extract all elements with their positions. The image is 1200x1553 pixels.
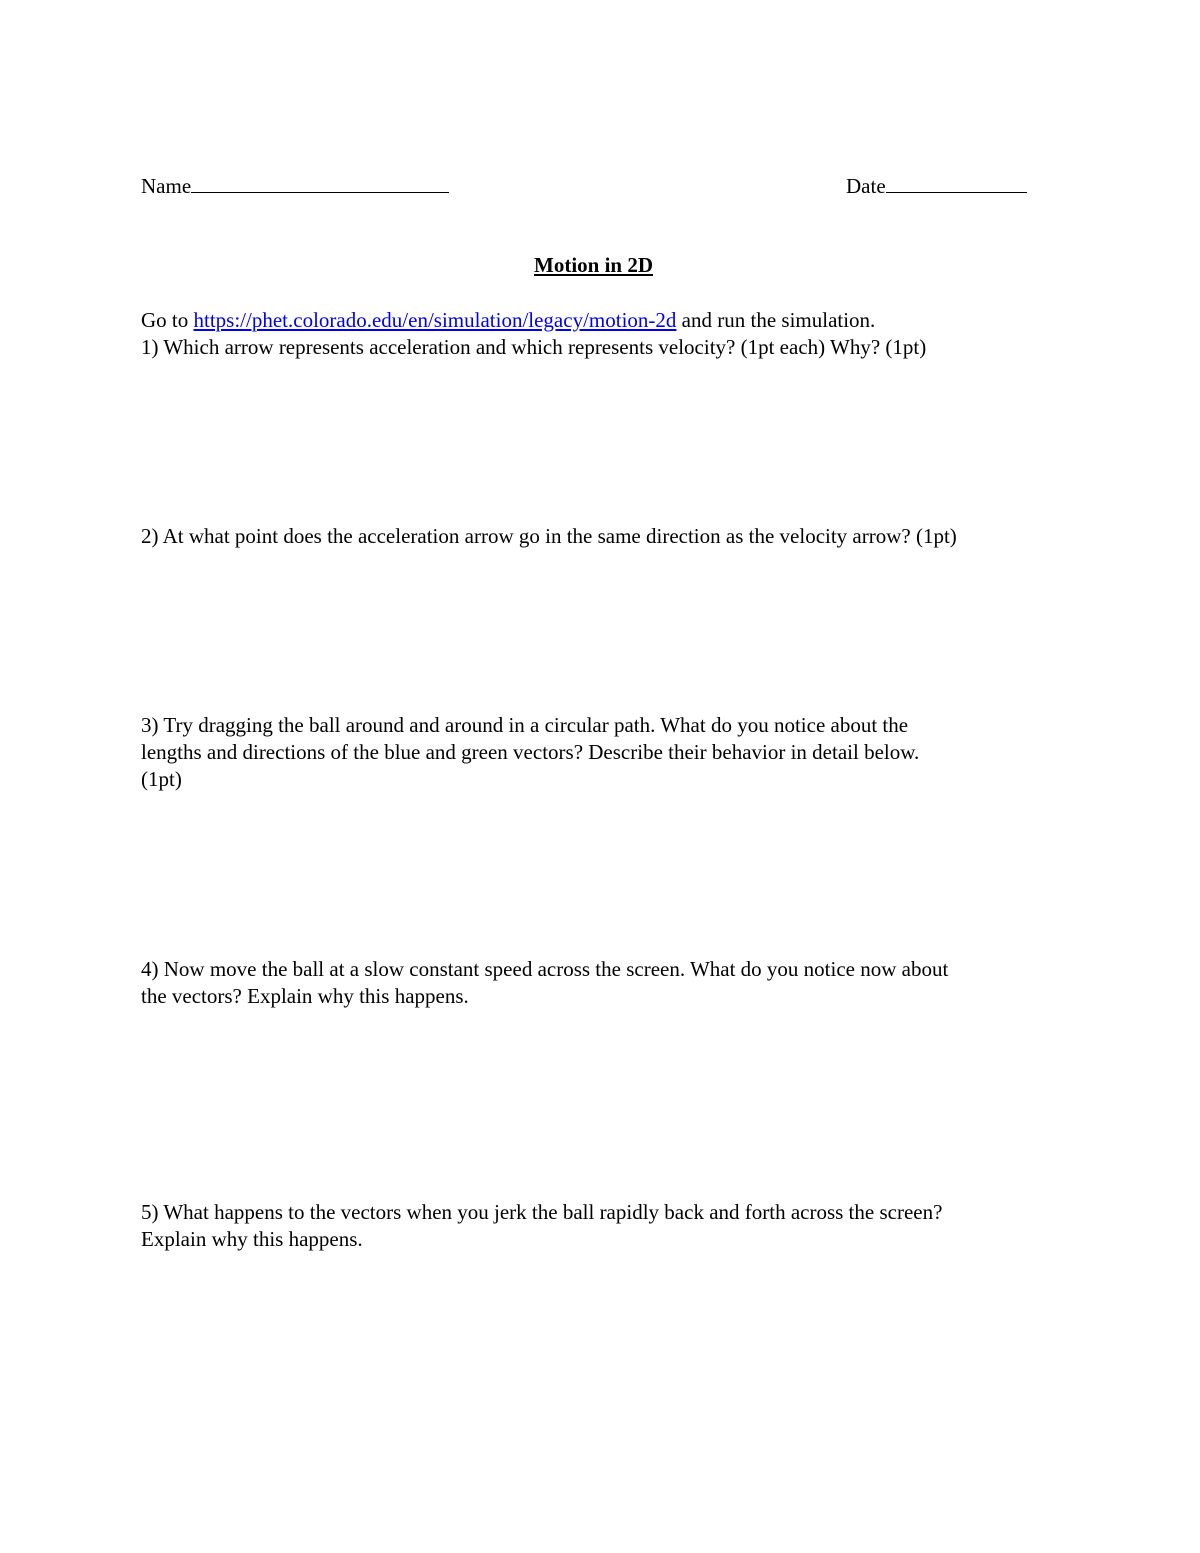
answer-area-3[interactable] — [141, 800, 1061, 940]
question-3-line-3: (1pt) — [141, 767, 182, 791]
intro-prefix: Go to — [141, 308, 194, 332]
question-5-line-1: 5) What happens to the vectors when you jerk the ball rapidly back and forth across the screen? — [141, 1200, 943, 1224]
answer-area-1[interactable] — [141, 370, 1061, 510]
name-label: Name — [141, 174, 192, 198]
question-4 — [141, 956, 1081, 1010]
question-5 — [141, 1199, 1081, 1253]
name-blank-line[interactable] — [191, 171, 449, 193]
question-3-line-2: lengths and directions of the blue and green vectors? Describe their behavior in detail below. — [141, 740, 920, 764]
simulation-link[interactable]: https://phet.colorado.edu/en/simulation/legacy/motion-2d — [193, 308, 677, 332]
date-blank-line[interactable] — [886, 171, 1027, 193]
question-1-line-1: 1) Which arrow represents acceleration and which represents velocity? (1pt each) Why? (1pt) — [141, 335, 927, 359]
question-4-line-2: the vectors? Explain why this happens. — [141, 984, 469, 1008]
intro-suffix: and run the simulation. — [676, 308, 876, 332]
answer-area-5[interactable] — [141, 1260, 1061, 1460]
question-1 — [141, 334, 1081, 361]
question-2 — [141, 523, 1081, 550]
name-field[interactable] — [141, 171, 449, 200]
question-3 — [141, 712, 1081, 793]
question-2-line-1: 2) At what point does the acceleration arrow go in the same direction as the velocity arrow? (1pt) — [141, 524, 957, 548]
answer-area-4[interactable] — [141, 1020, 1061, 1180]
answer-area-2[interactable] — [141, 560, 1061, 700]
page-title: Motion in 2D — [534, 253, 654, 277]
question-4-line-1: 4) Now move the ball at a slow constant speed across the screen. What do you notice now about — [141, 957, 949, 981]
question-5-line-2: Explain why this happens. — [141, 1227, 363, 1251]
intro-instruction — [141, 307, 875, 334]
question-3-line-1: 3) Try dragging the ball around and around in a circular path. What do you notice about the — [141, 713, 909, 737]
date-label: Date — [846, 174, 886, 198]
date-field[interactable] — [846, 171, 1027, 200]
